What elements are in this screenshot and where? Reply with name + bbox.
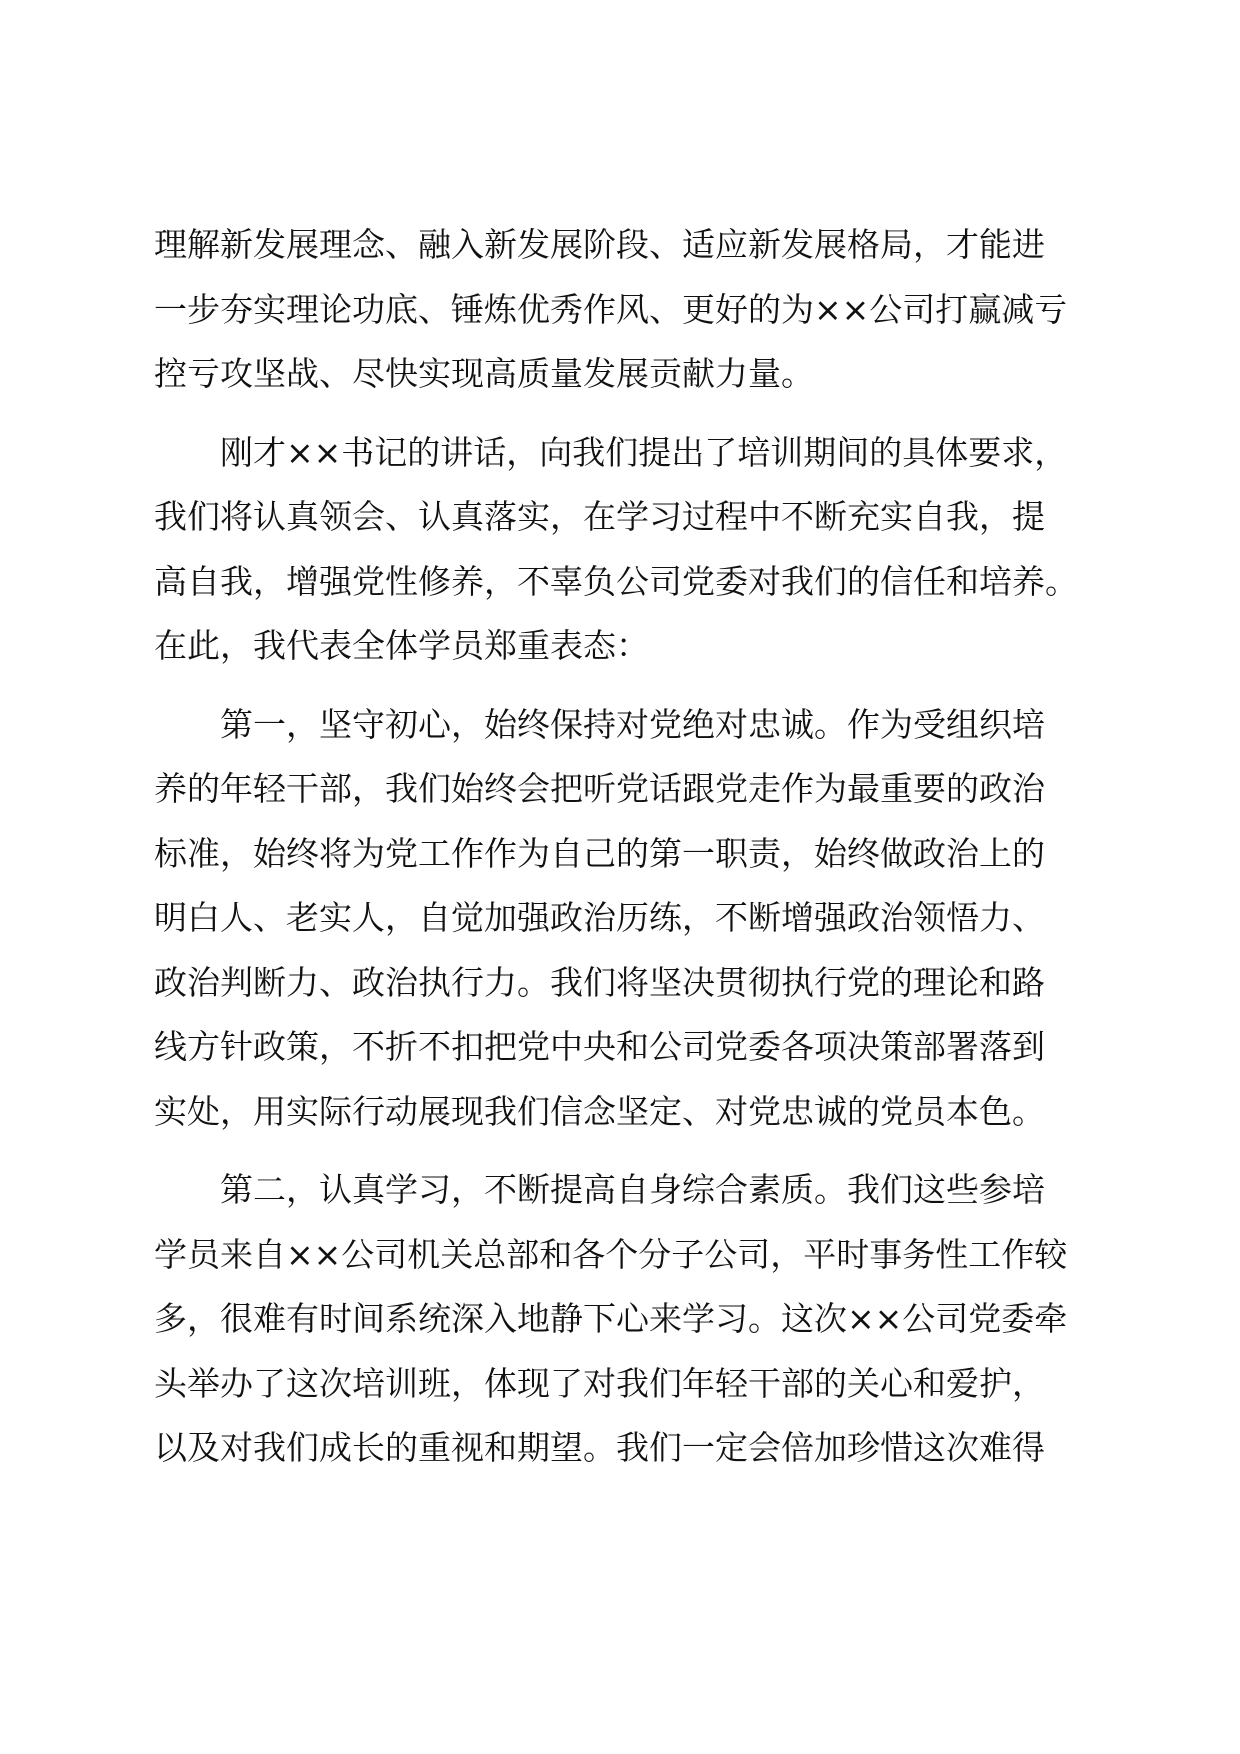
text-line: 头举办了这次培训班，体现了对我们年轻干部的关心和爱护， xyxy=(154,1363,1045,1403)
text-line: 养的年轻干部，我们始终会把听党话跟党走作为最重要的政治 xyxy=(154,769,1045,808)
text-line: 控亏攻坚战、尽快实现高质量发展贡献力量。 xyxy=(154,354,814,393)
paragraph-continuation xyxy=(154,213,1094,407)
text-line: 以及对我们成长的重视和期望。我们一定会倍加珍惜这次难得 xyxy=(154,1428,1045,1467)
paragraph-first-point xyxy=(154,693,1094,1145)
text-line: 在此，我代表全体学员郑重表态： xyxy=(154,626,649,665)
text-line: 学员来自××公司机关总部和各个分子公司，平时事务性工作较 xyxy=(154,1234,1068,1274)
text-line: 第二，认真学习，不断提高自身综合素质。我们这些参培 xyxy=(220,1170,1045,1209)
text-line: 我们将认真领会、认真落实，在学习过程中不断充实自我，提 xyxy=(154,497,1045,536)
paragraph-pledge-intro xyxy=(154,421,1094,679)
text-line: 一步夯实理论功底、锤炼优秀作风、更好的为××公司打赢减亏 xyxy=(154,289,1068,329)
text-line: 高自我，增强党性修养，不辜负公司党委对我们的信任和培养。 xyxy=(154,561,1078,601)
text-line: 多，很难有时间系统深入地静下心来学习。这次××公司党委牵 xyxy=(154,1299,1068,1338)
text-line: 实处，用实际行动展现我们信念坚定、对党忠诚的党员本色。 xyxy=(154,1091,1045,1131)
text-line: 标准，始终将为党工作作为自己的第一职责，始终做政治上的 xyxy=(154,833,1045,873)
text-line: 明白人、老实人，自觉加强政治历练，不断增强政治领悟力、 xyxy=(154,898,1045,937)
text-line: 政治判断力、政治执行力。我们将坚决贯彻执行党的理论和路 xyxy=(154,962,1045,1002)
text-line: 第一，坚守初心，始终保持对党绝对忠诚。作为受组织培 xyxy=(220,704,1045,744)
document-body xyxy=(154,213,1094,1495)
text-line: 理解新发展理念、融入新发展阶段、适应新发展格局，才能进 xyxy=(154,225,1045,264)
text-line: 线方针政策，不折不扣把党中央和公司党委各项决策部署落到 xyxy=(154,1027,1045,1066)
text-line: 刚才××书记的讲话，向我们提出了培训期间的具体要求， xyxy=(220,432,1068,472)
paragraph-second-point xyxy=(154,1158,1094,1481)
